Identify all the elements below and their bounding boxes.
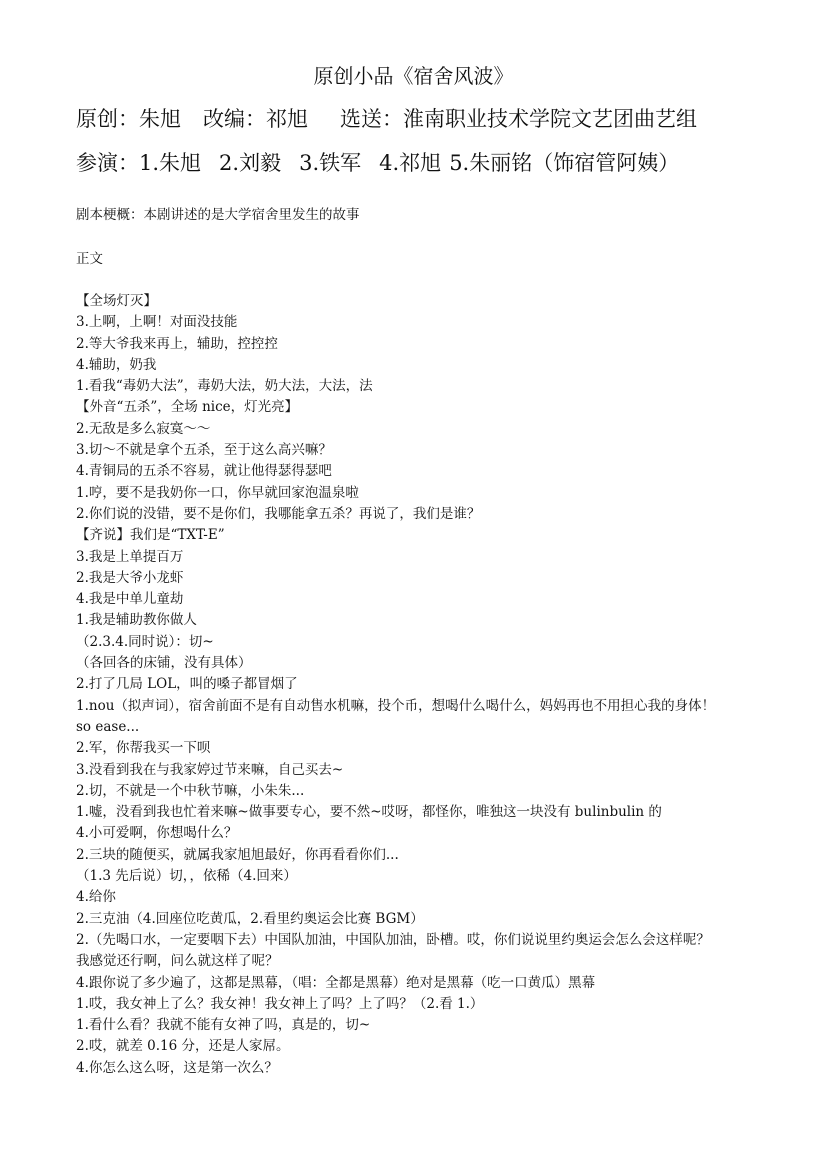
cast-member: 4.祁旭 xyxy=(379,151,442,175)
script-line: 1.看我“毒奶大法”，毒奶大法，奶大法，大法，法 xyxy=(76,378,373,395)
script-line: 1.哼，要不是我奶你一口，你早就回家泡温泉啦 xyxy=(76,484,359,501)
script-line: 【外音“五杀”，全场 nice，灯光亮】 xyxy=(76,399,299,416)
script-line: 4.青铜局的五杀不容易，就让他得瑟得瑟吧 xyxy=(76,463,332,480)
credits-line xyxy=(76,104,697,134)
original-author: 原创：朱旭 xyxy=(76,107,181,131)
script-body xyxy=(76,291,716,1079)
script-line: 4.给你 xyxy=(76,889,116,906)
script-line: 2.军，你帮我买一下呗 xyxy=(76,740,211,757)
script-line: 2.等大爷我来再上，辅助，控控控 xyxy=(76,335,278,352)
script-line: 4.你怎么这么呀，这是第一次么？ xyxy=(76,1059,278,1076)
script-line: （2.3.4.同时说）：切~ xyxy=(76,633,214,650)
script-line: 1.看什么看？我就不能有女神了吗，真是的，切~ xyxy=(76,1017,371,1034)
script-line: （1.3 先后说）切，，依稀（4.回来） xyxy=(76,868,297,885)
cast-line xyxy=(76,148,679,178)
script-line: 2.无敌是多么寂寞～～ xyxy=(76,420,211,437)
script-line: 2.打了几局 LOL，叫的嗓子都冒烟了 xyxy=(76,676,298,693)
script-line: 2.三克油（4.回座位吃黄瓜，2.看里约奥运会比赛 BGM） xyxy=(76,910,424,927)
section-heading: 正文 xyxy=(76,251,103,267)
script-line: 2.我是大爷小龙虾 xyxy=(76,569,184,586)
script-line: 3.我是上单提百万 xyxy=(76,548,184,565)
script-line: 4.我是中单儿童劫 xyxy=(76,591,184,608)
script-line: 2.（先喝口水，一定要咽下去）中国队加油，中国队加油，卧槽。哎，你们说说里约奥运会怎么会这样呢？我感觉还行啊，问么就这样了呢？ xyxy=(76,931,710,970)
script-line: 1.哎，我女神上了么？我女神！我女神上了吗？上了吗？（2.看 1.） xyxy=(76,995,484,1012)
script-line: 3.切～不就是拿个五杀，至于这么高兴嘛？ xyxy=(76,442,332,459)
script-line: 2.你们说的没错，要不是你们，我哪能拿五杀？再说了，我们是谁？ xyxy=(76,505,481,522)
script-line: 3.上啊，上啊！对面没技能 xyxy=(76,314,238,331)
cast-member: 5.朱丽铭（饰宿管阿姨） xyxy=(449,151,680,175)
script-line: 4.小可爱啊，你想喝什么？ xyxy=(76,825,238,842)
cast-label: 参演： xyxy=(76,151,139,175)
script-line: 4.辅助，奶我 xyxy=(76,356,157,373)
cast-member: 1.朱旭 xyxy=(139,151,202,175)
script-line: 【全场灯灭】 xyxy=(76,293,157,309)
script-line: 3.没看到我在与我家婷过节来嘛，自己买去~ xyxy=(76,761,344,778)
submitted-by: 选送：淮南职业技术学院文艺团曲艺组 xyxy=(340,107,697,131)
script-line: 4.跟你说了多少遍了，这都是黑幕，（唱：全都是黑幕）绝对是黑幕（吃一口黄瓜）黑幕 xyxy=(76,974,596,991)
script-line: 2.哎，就差 0.16 分，还是人家屌。 xyxy=(76,1038,290,1055)
page-title: 原创小品《宿舍风波》 xyxy=(313,64,514,88)
cast-member: 3.铁军 xyxy=(299,151,362,175)
synopsis: 剧本梗概：本剧讲述的是大学宿舍里发生的故事 xyxy=(76,207,360,223)
script-line: 【齐说】我们是“TXT-E” xyxy=(76,527,225,544)
script-line: （各回各的床铺，没有具体） xyxy=(76,655,252,672)
script-line: 2.三块的随便买，就属我家旭旭最好，你再看看你们... xyxy=(76,846,399,863)
adapted-by: 改编：祁旭 xyxy=(203,107,308,131)
script-line: 1.嘘，没看到我也忙着来嘛~做事要专心，要不然~哎呀，都怪你，唯独这一块没有 bulinbulin 的 xyxy=(76,804,662,821)
cast-member: 2.刘毅 xyxy=(219,151,282,175)
script-line: 1.nou（拟声词），宿舍前面不是有自动售水机嘛，投个币，想喝什么喝什么，妈妈再也不用担心我的身体！so ease... xyxy=(76,697,716,735)
script-line: 1.我是辅助教你做人 xyxy=(76,612,197,629)
script-line: 2.切，不就是一个中秋节嘛，小朱朱... xyxy=(76,782,305,799)
